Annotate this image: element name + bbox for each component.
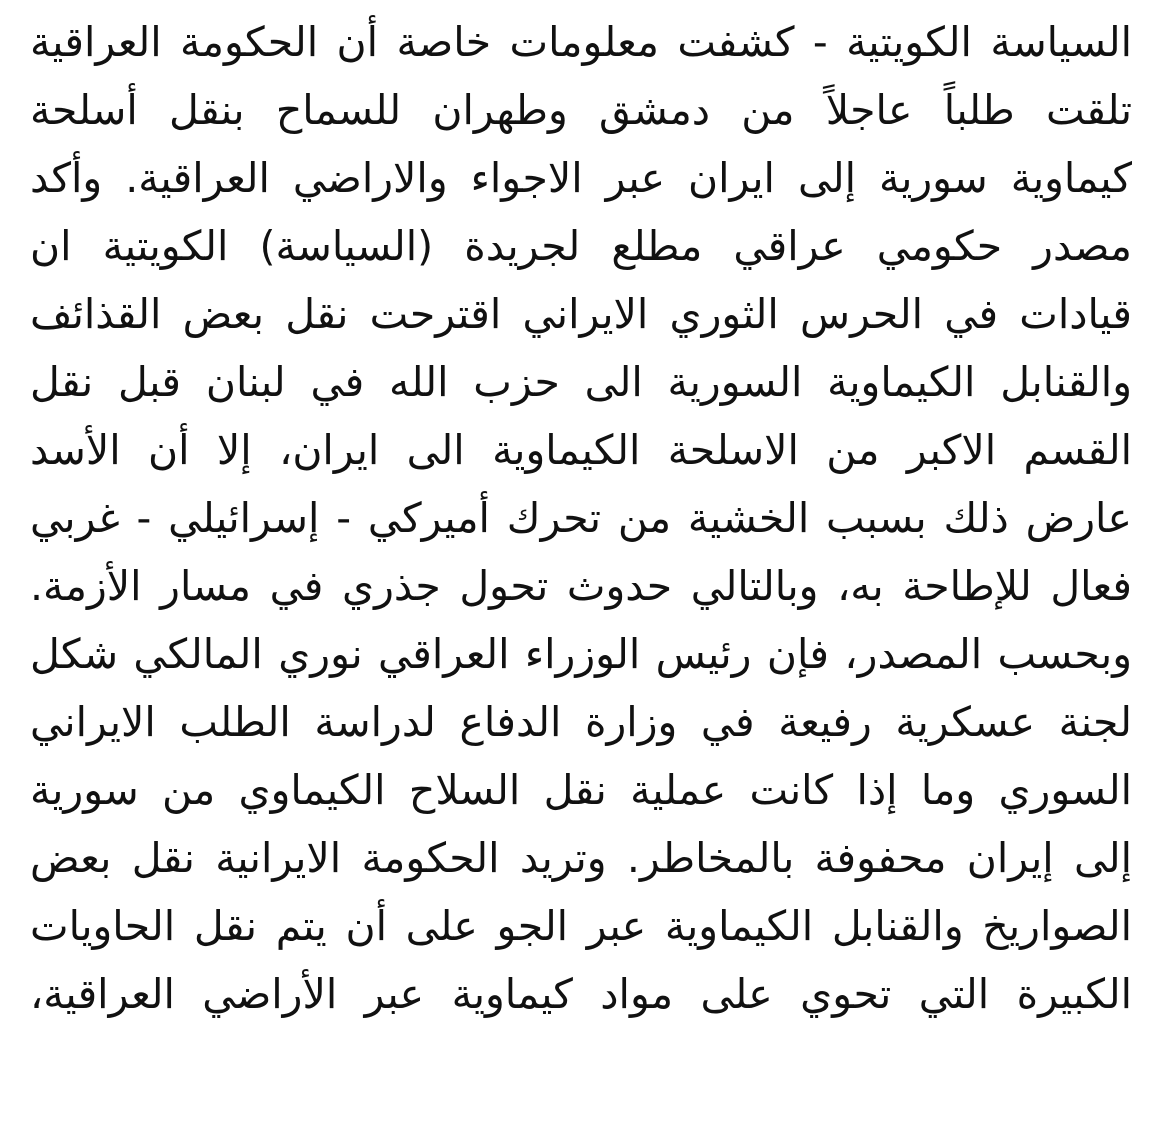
article-line: مصدر حكومي عراقي مطلع لجريدة (السياسة) الكويتية ان [30,222,1132,270]
article-line: كيماوية سورية إلى ايران عبر الاجواء والاراضي العراقية. وأكد [30,154,1132,202]
article-line: قيادات في الحرس الثوري الايراني اقترحت نقل بعض القذائف [30,290,1132,338]
article-line: الصواريخ والقنابل الكيماوية عبر الجو على أن يتم نقل الحاويات [30,902,1132,950]
article-line: الكبيرة التي تحوي على مواد كيماوية عبر الأراضي العراقية، [30,970,1132,1018]
article-line: إلى إيران محفوفة بالمخاطر. وتريد الحكومة الايرانية نقل بعض [30,834,1132,882]
article-line: والقنابل الكيماوية السورية الى حزب الله في لبنان قبل نقل [30,358,1132,406]
article-line: وبحسب المصدر، فإن رئيس الوزراء العراقي نوري المالكي شكل [30,630,1132,678]
article-line: لجنة عسكرية رفيعة في وزارة الدفاع لدراسة الطلب الايراني [30,698,1132,746]
article-line: السياسة الكويتية - كشفت معلومات خاصة أن الحكومة العراقية [30,18,1132,66]
article-line: فعال للإطاحة به، وبالتالي حدوث تحول جذري في مسار الأزمة. [30,562,1132,610]
article-line: السوري وما إذا كانت عملية نقل السلاح الكيماوي من سورية [30,766,1132,814]
article-line: القسم الاكبر من الاسلحة الكيماوية الى ايران، إلا أن الأسد [30,426,1132,474]
article-line: عارض ذلك بسبب الخشية من تحرك أميركي - إسرائيلي - غربي [30,494,1132,542]
article-line: تلقت طلباً عاجلاً من دمشق وطهران للسماح بنقل أسلحة [30,86,1132,134]
